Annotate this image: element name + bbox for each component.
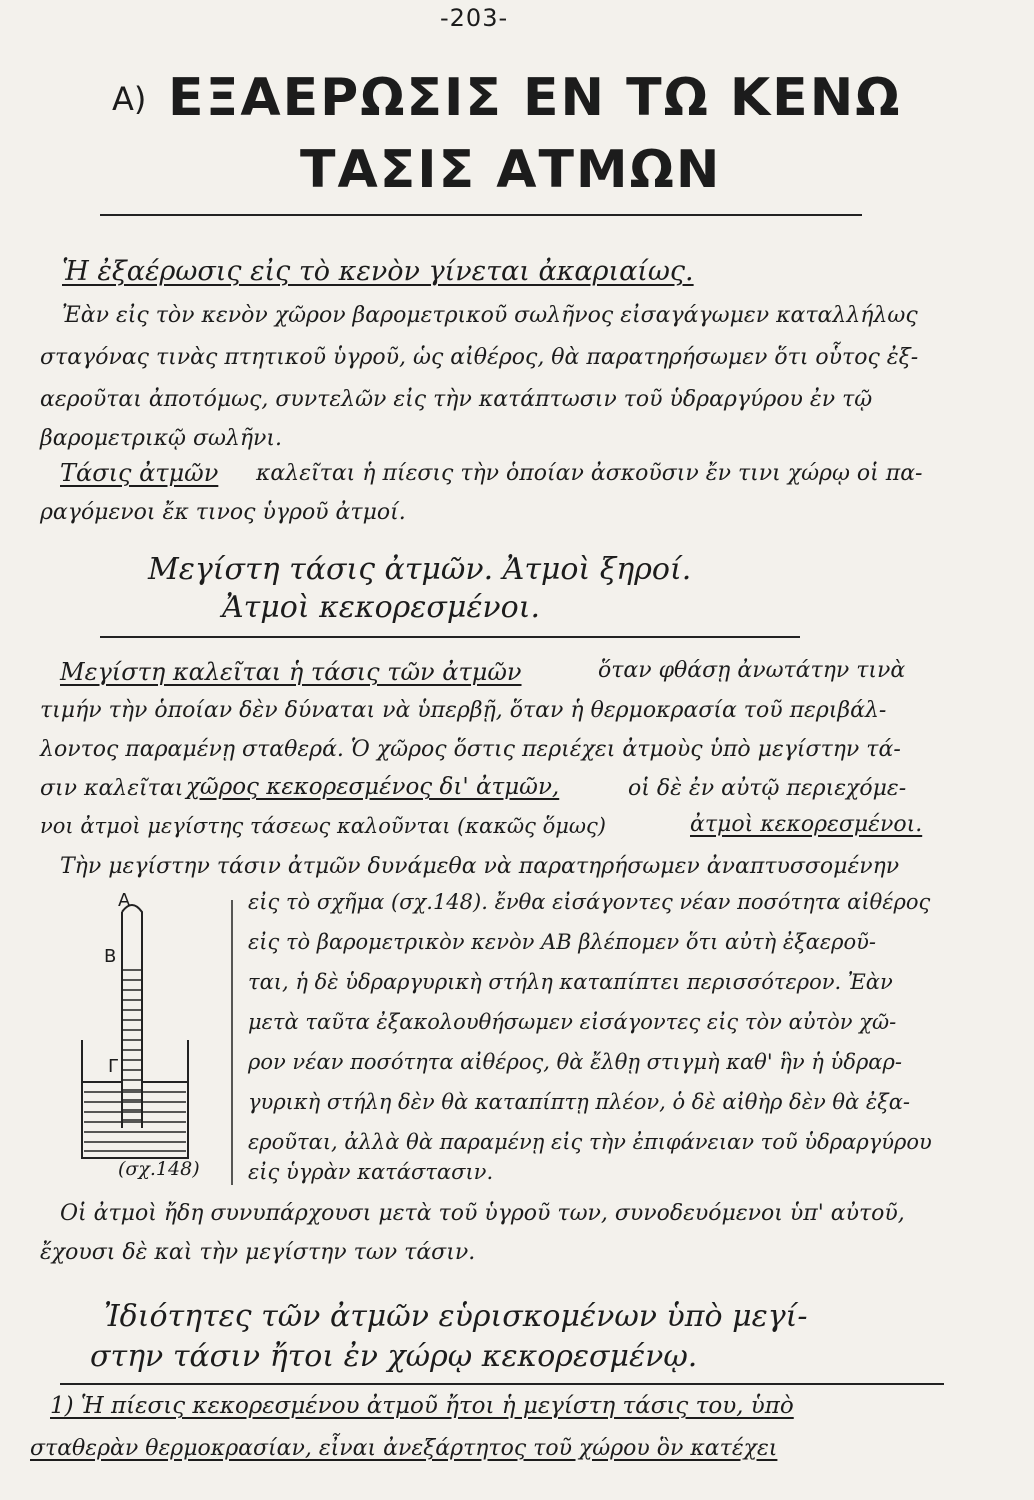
term-saturated-vapour: ἀτμοὶ κεκορεσμένοι. <box>690 812 923 837</box>
figure-label-a: Α <box>118 890 131 911</box>
paragraph-line: σιν καλεῖται <box>40 776 184 801</box>
term-saturated-space: χῶρος κεκορεσμένος δι' ἀτμῶν, <box>186 774 560 800</box>
paragraph-line: γυρικὴ στήλη δὲν θὰ καταπίπτῃ πλέον, ὁ δὲ αἰθὴρ δὲν θὰ ἐξα- <box>248 1090 911 1114</box>
barometer-drawing <box>70 890 240 1190</box>
section-heading-max-pressure: Μεγίστη τάσις ἀτμῶν. Ἀτμοὶ ξηροί. <box>148 552 692 587</box>
term-maximum: Μεγίστη καλεῖται ἡ τάσις τῶν ἀτμῶν <box>60 658 522 686</box>
paragraph-line: εἰς ὑγρὰν κατάστασιν. <box>248 1160 494 1184</box>
paragraph-line: εροῦται, ἀλλὰ θὰ παραμένῃ εἰς τὴν ἐπιφάνειαν τοῦ ὑδραργύρου <box>248 1130 932 1154</box>
paragraph-line: Οἱ ἀτμοὶ ἤδη συνυπάρχουσι μετὰ τοῦ ὑγροῦ των, συνοδευόμενοι ὑπ' αὐτοῦ, <box>60 1201 905 1226</box>
paragraph-line: ὅταν φθάσῃ ἀνωτάτην τινὰ <box>598 658 906 683</box>
paragraph-line: ραγόμενοι ἔκ τινος ὑγροῦ ἀτμοί. <box>40 500 406 525</box>
figure-barometer <box>70 890 240 1190</box>
section-marker: A) <box>112 80 147 118</box>
paragraph-line: ἔχουσι δὲ καὶ τὴν μεγίστην των τάσιν. <box>40 1240 476 1265</box>
section-rule <box>60 1383 944 1385</box>
numbered-item-1: 1) Ἡ πίεσις κεκορεσμένου ἀτμοῦ ἤτοι ἡ μεγίστη τάσις του, ὑπὸ <box>50 1393 794 1419</box>
paragraph-line: εἰς τὸ σχῆμα (σχ.148). ἔνθα εἰσάγοντες νέαν ποσότητα αἰθέρος <box>248 890 931 914</box>
page-number: -203- <box>440 4 509 32</box>
term-vapour-pressure: Τάσις ἀτμῶν <box>60 459 219 487</box>
section-heading-evaporation: Ἡ ἐξαέρωσις εἰς τὸ κενὸν γίνεται ἀκαριαίως. <box>62 256 694 287</box>
paragraph-line: νοι ἀτμοὶ μεγίστης τάσεως καλοῦνται (κακῶς ὅμως) <box>40 814 606 838</box>
paragraph-line: ται, ἡ δὲ ὑδραργυρικὴ στήλη καταπίπτει περισσότερον. Ἐὰν <box>248 970 893 994</box>
paragraph-line: καλεῖται ἡ πίεσις τὴν ὁποίαν ἀσκοῦσιν ἔν τινι χώρῳ οἱ πα- <box>256 461 923 486</box>
paragraph-line: οἱ δὲ ἐν αὐτῷ περιεχόμε- <box>628 776 907 801</box>
section-heading-properties-cont: στην τάσιν ἤτοι ἐν χώρῳ κεκορεσμένῳ. <box>90 1339 698 1374</box>
paragraph-line: αεροῦται ἀποτόμως, συντελῶν εἰς τὴν κατάπτωσιν τοῦ ὑδραργύρου ἐν τῷ <box>40 387 873 412</box>
paragraph-line: βαρομετρικῷ σωλῆνι. <box>40 426 283 451</box>
paragraph-line: σταγόνας τινὰς πτητικοῦ ὑγροῦ, ὡς αἰθέρος, θὰ παρατηρήσωμεν ὅτι οὗτος ἐξ- <box>40 345 919 370</box>
title-rule <box>100 214 862 216</box>
paragraph-line: ρον νέαν ποσότητα αἰθέρος, θὰ ἔλθῃ στιγμὴ καθ' ἣν ἡ ὑδραρ- <box>248 1050 902 1074</box>
paragraph-line: εἰς τὸ βαρομετρικὸν κενὸν ΑΒ βλέπομεν ὅτι αὐτὴ ἐξαεροῦ- <box>248 930 876 954</box>
paragraph-line: λοντος παραμένῃ σταθερά. Ὁ χῶρος ὅστις περιέχει ἀτμοὺς ὑπὸ μεγίστην τά- <box>40 737 901 762</box>
figure-caption: (σχ.148) <box>118 1158 200 1180</box>
chapter-title: ΕΞΑΕΡΩΣΙΣ ΕΝ ΤΩ ΚΕΝΩ <box>168 68 902 128</box>
figure-label-b: Β <box>104 946 117 967</box>
section-heading-saturated: Ἀτμοὶ κεκορεσμένοι. <box>222 590 541 625</box>
paragraph-line: Ἐὰν εἰς τὸν κενὸν χῶρον βαρομετρικοῦ σωλῆνος εἰσαγάγωμεν καταλλήλως <box>62 303 918 328</box>
paragraph-line: μετὰ ταῦτα ἐξακολουθήσωμεν εἰσάγοντες εἰς τὸν αὐτὸν χῶ- <box>248 1010 897 1034</box>
paragraph-line: Τὴν μεγίστην τάσιν ἀτμῶν δυνάμεθα νὰ παρατηρήσωμεν ἀναπτυσσομένην <box>60 854 900 879</box>
chapter-subtitle: ΤΑΣΙΣ ΑΤΜΩΝ <box>300 140 722 200</box>
section-rule <box>100 636 800 638</box>
figure-label-g: Γ <box>108 1056 119 1077</box>
numbered-item-1-cont: σταθερὰν θερμοκρασίαν, εἶναι ἀνεξάρτητος τοῦ χώρου ὃν κατέχει <box>30 1436 778 1461</box>
paragraph-line: τιμήν τὴν ὁποίαν δὲν δύναται νὰ ὑπερβῇ, ὅταν ἡ θερμοκρασία τοῦ περιβάλ- <box>40 698 887 723</box>
section-heading-properties: Ἰδιότητες τῶν ἀτμῶν εὑρισκομένων ὑπὸ μεγί- <box>104 1299 808 1334</box>
